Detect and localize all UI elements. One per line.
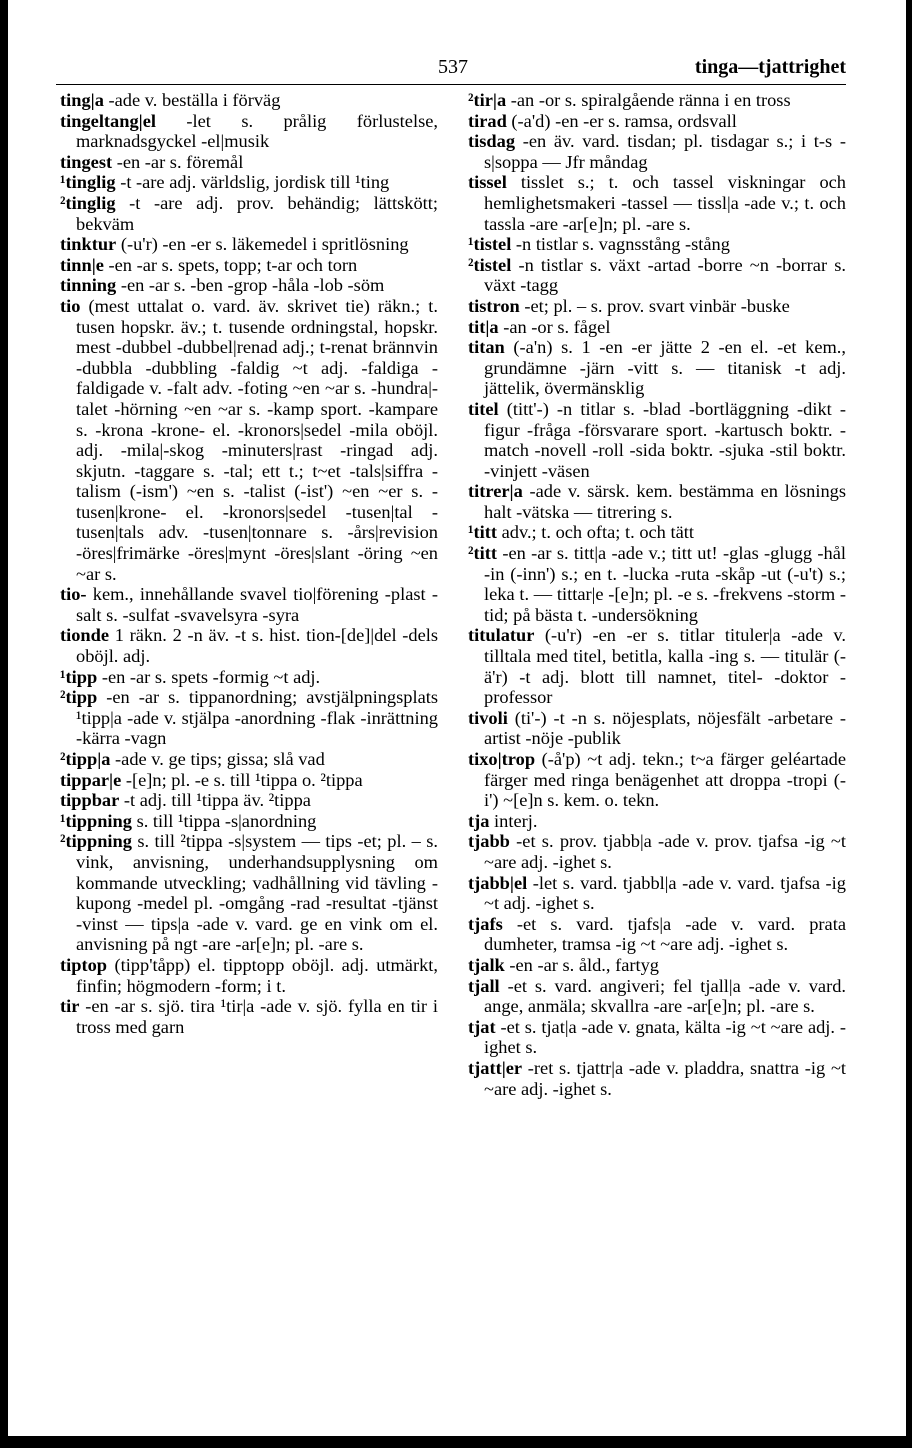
dictionary-entry: titulatur (-u'r) -en -er s. titlar tituler|a -ade v. tilltala med titel, betitla, kalla -ing s. — titulär (-ä'r) -t adj. blott till namnet, titel- -doktor -professor: [468, 625, 846, 708]
dictionary-entry: tir -en -ar s. sjö. tira ¹tir|a -ade v. sjö. fylla en tir i tross med garn: [60, 996, 438, 1037]
running-head: tinga—tjattrighet: [694, 56, 846, 78]
page-number: 537: [438, 56, 468, 78]
dictionary-entry: ²tir|a -an -or s. spiralgående ränna i en tross: [468, 90, 791, 110]
dictionary-entry: tippar|e -[e]n; pl. -e s. till ¹tippa o. ²tippa: [60, 769, 363, 790]
scan-edge-left: [0, 0, 8, 1448]
dictionary-entry: tinning -en -ar s. -ben -grop -håla -lob -söm: [60, 275, 385, 296]
dictionary-entry: tingeltang|el -let s. prålig förlustelse, marknadsgyckel -el|musik: [60, 110, 438, 152]
dictionary-entry: tistron -et; pl. – s. prov. svart vinbär -buske: [468, 295, 790, 316]
dictionary-entry: tjall -et s. vard. angiveri; fel tjall|a -ade v. vard. ange, anmäla; skvallra -are -ar[e]n; pl. -are s.: [468, 975, 846, 1017]
dictionary-entry: tiptop (tipp'tåpp) el. tipptopp oböjl. adj. utmärkt, finfin; högmodern -form; i t.: [60, 954, 438, 996]
dictionary-entry: tjafs -et s. vard. tjafs|a -ade v. vard. prata dumheter, tramsa -ig ~t ~are adj. -ighet s.: [468, 913, 846, 955]
dictionary-entry: ting|a -ade v. beställa i förväg: [60, 90, 281, 110]
scan-edge-right: [906, 0, 912, 1448]
dictionary-entry: tinn|e -en -ar s. spets, topp; t-ar och torn: [60, 254, 358, 275]
dictionary-entry: tja interj.: [468, 810, 538, 831]
dictionary-entry: ²titt -en -ar s. titt|a -ade v.; titt ut! -glas -glugg -hål -in (-inn') s.; en t. -lucka -ruta -skåp -ut (-u't) s.; leka t. — tittar|e -[e]n; pl. -e s. -frekvens -storm -tid; på bästa t. -undersökning: [468, 543, 846, 625]
dictionary-entry: tivoli (ti'-) -t -n s. nöjesplats, nöjesfält -arbetare -artist -nöje -publik: [468, 707, 846, 749]
dictionary-entry: tippbar -t adj. till ¹tippa äv. ²tippa: [60, 790, 311, 811]
dictionary-entry: tisdag -en äv. vard. tisdan; pl. tisdagar s.; i t-s -s|soppa — Jfr måndag: [468, 131, 846, 172]
dictionary-entry: tjat -et s. tjat|a -ade v. gnata, kälta -ig ~t ~are adj. -ighet s.: [468, 1016, 846, 1058]
dictionary-entry: ¹tipp -en -ar s. spets -formig ~t adj.: [60, 666, 321, 687]
dictionary-entry: titan (-a'n) s. 1 -en -er jätte 2 -en el. -et kem., grundämne -järn -vitt s. — titanisk -t adj. jättelik, övermänsklig: [468, 337, 846, 399]
dictionary-entry: ¹tistel -n tistlar s. vagnsstång -stång: [468, 234, 730, 255]
dictionary-entry: tionde 1 räkn. 2 -n äv. -t s. hist. tion-[de]|del -dels oböjl. adj.: [60, 625, 438, 667]
dictionary-entry: tio- kem., innehållande svavel tio|förening -plast -salt s. -sulfat -svavelsyra -syra: [60, 584, 438, 625]
dictionary-entry: tjabb -et s. prov. tjabb|a -ade v. prov. tjafsa -ig ~t ~are adj. -ighet s.: [468, 831, 846, 872]
dictionary-entry: tixo|trop (-å'p) ~t adj. tekn.; t~a färger geléartade färger med ringa benägenhet att droppa -tropi (-i') ~[e]n s. kem. o. tekn.: [468, 749, 846, 811]
dictionary-entry: titrer|a -ade v. särsk. kem. bestämma en lösnings halt -vätska — titrering s.: [468, 481, 846, 522]
dictionary-entry: ¹tippning s. till ¹tippa -s|anordning: [60, 810, 317, 831]
dictionary-entry: tio (mest uttalat o. vard. äv. skrivet tie) räkn.; t. tusen hopskr. äv.; t. tusende ordningstal, hopskr. mest -dubbel -dubbel|renad adj.; t-renat brännvin -dubbla -dubbling -faldig ~t adj. -faldiga -faldigade v. -falt adv. -foting ~en ~ar s. -hundra|-talet -hörning ~en ~ar s. -kamp sport. -kampare s. -krona -krone- el. -kronors|sedel -mila oböjl. adj. -mila|-skog -minuters|rast -ringad adj. skjutn. -taggare s. -tal; ett t.; t~et -tals|siffra -talism (-ism') ~en s. -talist (-ist') ~en ~er s. -tusen|krone- el. -kronors|sedel -tusen|tal -tusen|tals adv. -tusen|tonnare s. -års|revision -öres|frimärke -öres|mynt -öres|slant -öring ~en ~ar s.: [60, 295, 438, 584]
dictionary-entry: titel (titt'-) -n titlar s. -blad -bortläggning -dikt -figur -fråga -försvarare sport. -kartusch boktr. -match -novell -roll -sida boktr. -sjuka -stil boktr. -vinjett -väsen: [468, 398, 846, 481]
dictionary-entry: tirad (-a'd) -en -er s. ramsa, ordsvall: [468, 110, 737, 131]
dictionary-entry: tissel tisslet s.; t. och tassel viskningar och hemlighetsmakeri -tassel — tissl|a -ade v.; t. och tassla -are -ar[e]n; pl. -are s.: [468, 172, 846, 234]
dictionary-entry: tjabb|el -let s. vard. tjabbl|a -ade v. vard. tjafsa -ig ~t adj. -ighet s.: [468, 872, 846, 914]
dictionary-entry: tinktur (-u'r) -en -er s. läkemedel i spritlösning: [60, 234, 409, 255]
dictionary-entry: tit|a -an -or s. fågel: [468, 316, 611, 337]
dictionary-entry: ²tipp|a -ade v. ge tips; gissa; slå vad: [60, 749, 325, 769]
left-column: [60, 90, 438, 1037]
dictionary-entry: ¹titt adv.; t. och ofta; t. och tätt: [468, 522, 694, 543]
dictionary-entry: ²tistel -n tistlar s. växt -artad -borre ~n -borrar s. växt -tagg: [468, 254, 846, 296]
dictionary-entry: tjatt|er -ret s. tjattr|a -ade v. pladdra, snattra -ig ~t ~are adj. -ighet s.: [468, 1057, 846, 1099]
scan-edge-bottom: [0, 1436, 912, 1448]
dictionary-entry: tjalk -en -ar s. åld., fartyg: [468, 954, 660, 975]
header-rule: [56, 84, 846, 85]
dictionary-entry: ¹tinglig -t -are adj. världslig, jordisk till ¹ting: [60, 172, 390, 193]
right-column: [468, 90, 846, 1099]
dictionary-entry: ²tippning s. till ²tippa -s|system — tips -et; pl. – s. vink, anvisning, underhandsupplysning om kommande utveckling; vadhållning vid tävling -kupong -medel pl. -omgång -rad -resultat -tjänst -vinst — tips|a -ade v. vard. ge en vink om el. anvisning på ngt -are -ar[e]n; pl. -are s.: [60, 831, 438, 955]
dictionary-entry: ²tinglig -t -are adj. prov. behändig; lättskött; bekväm: [60, 192, 438, 234]
dictionary-entry: tingest -en -ar s. föremål: [60, 151, 244, 172]
dictionary-entry: ²tipp -en -ar s. tippanordning; avstjälpningsplats ¹tipp|a -ade v. stjälpa -anordning -flak -inrättning -kärra -vagn: [60, 687, 438, 749]
